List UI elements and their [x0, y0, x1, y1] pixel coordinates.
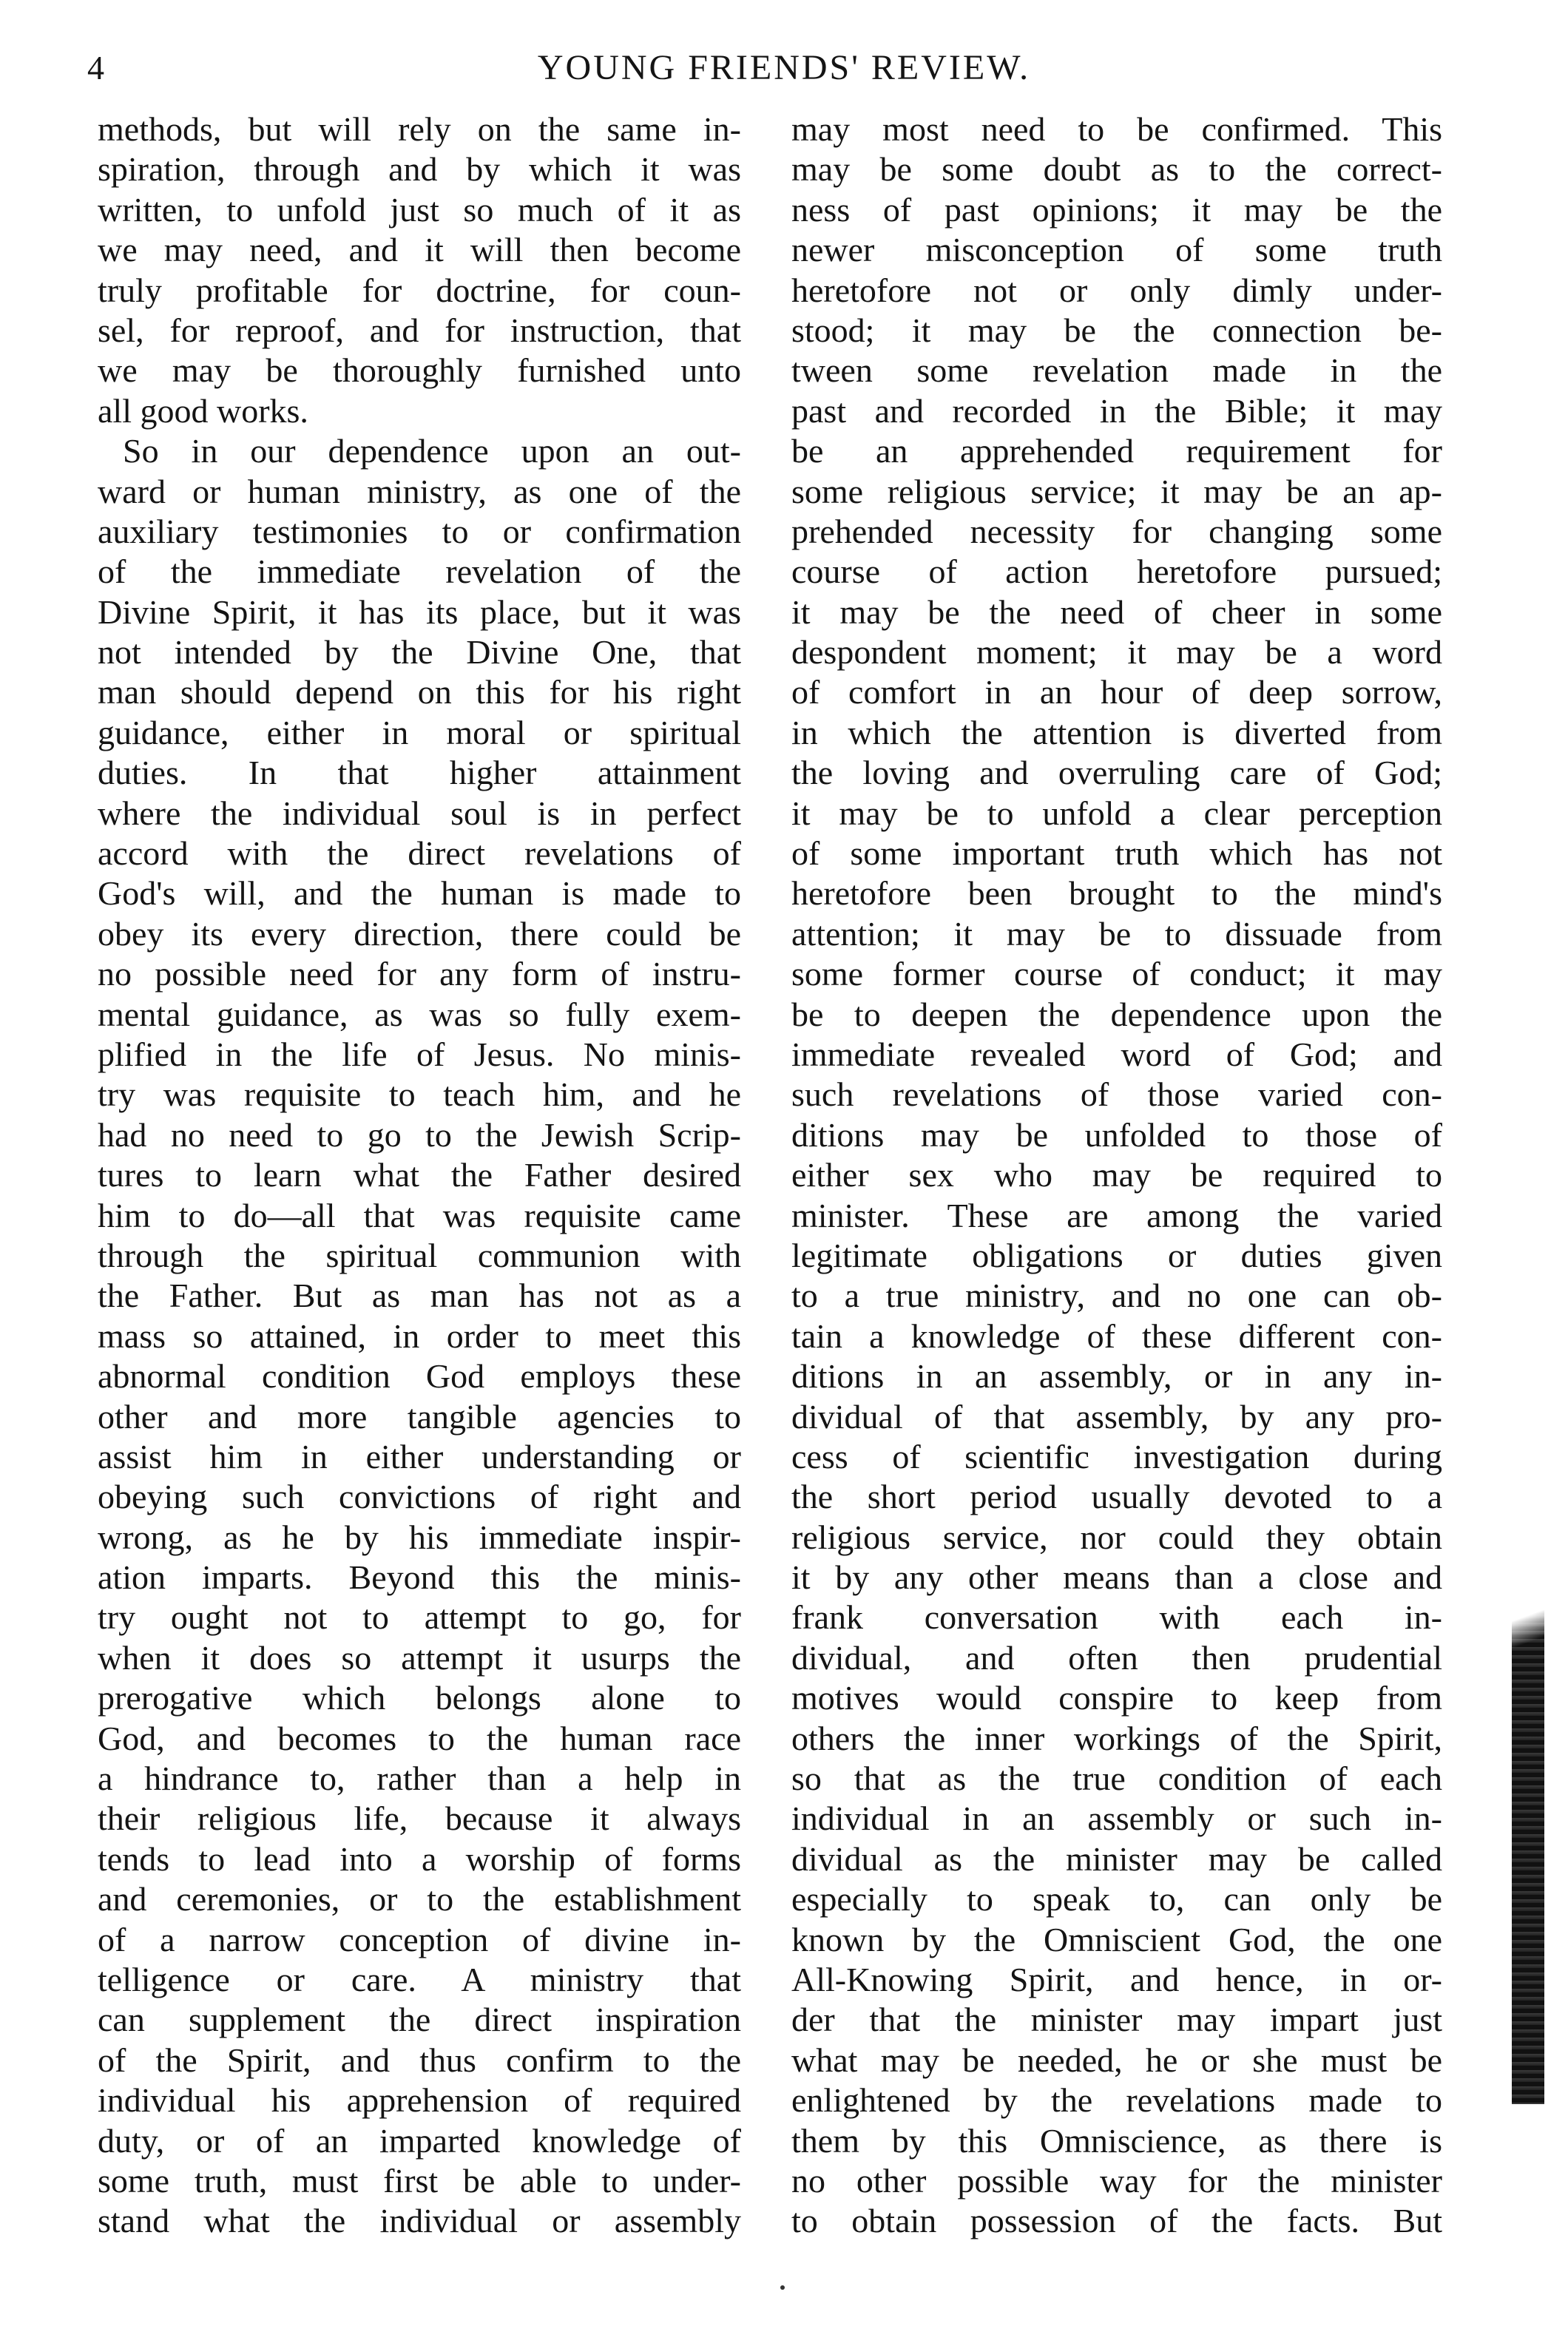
- text-line: known by the Omniscient God, the one: [791, 1920, 1442, 1958]
- page-number: 4: [87, 49, 104, 87]
- text-line: it may be the need of cheer in some: [791, 592, 1442, 631]
- right-text-column: [791, 109, 1442, 2242]
- text-line: religious service, nor could they obtain: [791, 1518, 1442, 1556]
- text-line: legitimate obligations or duties given: [791, 1236, 1442, 1274]
- text-line: some truth, must first be able to under-: [98, 2161, 741, 2200]
- text-line: dividual, and often then prudential: [791, 1638, 1442, 1677]
- text-line: it by any other means than a close and: [791, 1558, 1442, 1597]
- text-line: ness of past opinions; it may be the: [791, 190, 1442, 229]
- text-line: ation imparts. Beyond this the minis-: [98, 1558, 741, 1597]
- text-line: auxiliary testimonies to or confirmation: [98, 512, 741, 550]
- text-line: individual his apprehension of required: [98, 2081, 741, 2120]
- text-line: to obtain possession of the facts. But: [791, 2202, 1442, 2240]
- text-line: may most need to be confirmed. This: [791, 110, 1442, 148]
- text-line: truly profitable for doctrine, for coun-: [98, 271, 741, 309]
- text-line: ditions may be unfolded to those of: [791, 1115, 1442, 1154]
- text-line: wrong, as he by his immediate inspir-: [98, 1518, 741, 1556]
- text-line: be an apprehended requirement for: [791, 432, 1442, 470]
- text-line: them by this Omniscience, as there is: [791, 2121, 1442, 2160]
- text-line: to a true ministry, and no one can ob-: [791, 1277, 1442, 1315]
- text-line: tures to learn what the Father desired: [98, 1156, 741, 1194]
- text-line: him to do—all that was requisite came: [98, 1196, 741, 1234]
- text-line: such revelations of those varied con-: [791, 1075, 1442, 1114]
- text-line: attention; it may be to dissuade from: [791, 914, 1442, 953]
- text-line: heretofore not or only dimly under-: [791, 271, 1442, 309]
- text-line: the loving and overruling care of God;: [791, 754, 1442, 792]
- text-line: methods, but will rely on the same in-: [98, 110, 741, 148]
- text-line: enlightened by the revelations made to: [791, 2081, 1442, 2120]
- text-line: it may be to unfold a clear perception: [791, 794, 1442, 832]
- text-line: not intended by the Divine One, that: [98, 633, 741, 672]
- text-line: tween some revelation made in the: [791, 351, 1442, 390]
- text-line: minister. These are among the varied: [791, 1196, 1442, 1234]
- text-line: telligence or care. A ministry that: [98, 1960, 741, 1998]
- text-line: immediate revealed word of God; and: [791, 1035, 1442, 1073]
- footer-dot: [780, 2285, 785, 2290]
- text-line: prehended necessity for changing some: [791, 512, 1442, 550]
- text-line: assist him in either understanding or: [98, 1437, 741, 1475]
- text-line: mass so attained, in order to meet this: [98, 1316, 741, 1355]
- text-line: through the spiritual communion with: [98, 1236, 741, 1274]
- text-line: we may need, and it will then become: [98, 231, 741, 269]
- text-line: frank conversation with each in-: [791, 1598, 1442, 1637]
- left-text-column: [98, 109, 741, 2242]
- text-line: course of action heretofore pursued;: [791, 552, 1442, 591]
- text-line: dividual as the minister may be called: [791, 1839, 1442, 1878]
- text-line: written, to unfold just so much of it as: [98, 190, 741, 229]
- text-line: either sex who may be required to: [791, 1156, 1442, 1194]
- text-line: stand what the individual or assembly: [98, 2202, 741, 2240]
- text-line: we may be thoroughly furnished unto: [98, 351, 741, 390]
- text-line: so that as the true condition of each: [791, 1759, 1442, 1798]
- text-line: the Father. But as man has not as a: [98, 1277, 741, 1315]
- text-line: motives would conspire to keep from: [791, 1679, 1442, 1717]
- text-line: especially to speak to, can only be: [791, 1880, 1442, 1918]
- text-line: guidance, either in moral or spiritual: [98, 713, 741, 751]
- text-line: prerogative which belongs alone to: [98, 1679, 741, 1717]
- text-line: God, and becomes to the human race: [98, 1719, 741, 1757]
- text-line: spiration, through and by which it was: [98, 150, 741, 189]
- text-line: abnormal condition God employs these: [98, 1357, 741, 1396]
- text-line: in which the attention is diverted from: [791, 713, 1442, 751]
- text-line: All-Knowing Spirit, and hence, in or-: [791, 1960, 1442, 1998]
- text-line: duty, or of an imparted knowledge of: [98, 2121, 741, 2160]
- text-line: of the Spirit, and thus confirm to the: [98, 2041, 741, 2079]
- text-line: stood; it may be the connection be-: [791, 311, 1442, 349]
- text-line: obeying such convictions of right and: [98, 1478, 741, 1516]
- text-line: some religious service; it may be an ap-: [791, 472, 1442, 510]
- text-line: mental guidance, as was so fully exem-: [98, 995, 741, 1033]
- text-line: ward or human ministry, as one of the: [98, 472, 741, 510]
- text-line: obey its every direction, there could be: [98, 914, 741, 953]
- text-line: individual in an assembly or such in-: [791, 1799, 1442, 1838]
- text-line: man should depend on this for his right: [98, 673, 741, 711]
- text-line: try was requisite to teach him, and he: [98, 1075, 741, 1114]
- text-line: tends to lead into a worship of forms: [98, 1839, 741, 1878]
- text-line: duties. In that higher attainment: [98, 754, 741, 792]
- text-line: others the inner workings of the Spirit,: [791, 1719, 1442, 1757]
- text-line: what may be needed, he or she must be: [791, 2041, 1442, 2079]
- text-line: no other possible way for the minister: [791, 2161, 1442, 2200]
- text-line: be to deepen the dependence upon the: [791, 995, 1442, 1033]
- text-line: newer misconception of some truth: [791, 231, 1442, 269]
- running-head: YOUNG FRIENDS' REVIEW.: [537, 48, 1031, 87]
- text-line: despondent moment; it may be a word: [791, 633, 1442, 672]
- text-line: accord with the direct revelations of: [98, 834, 741, 873]
- text-line: cess of scientific investigation during: [791, 1437, 1442, 1475]
- text-line: try ought not to attempt to go, for: [98, 1598, 741, 1637]
- text-line: sel, for reproof, and for instruction, that: [98, 311, 741, 349]
- text-line: other and more tangible agencies to: [98, 1397, 741, 1436]
- text-line: of a narrow conception of divine in-: [98, 1920, 741, 1958]
- text-line: der that the minister may impart just: [791, 2001, 1442, 2039]
- text-line: all good works.: [98, 391, 308, 430]
- text-line: and ceremonies, or to the establishment: [98, 1880, 741, 1918]
- text-line: no possible need for any form of instru-: [98, 955, 741, 993]
- text-line: had no need to go to the Jewish Scrip-: [98, 1115, 741, 1154]
- text-line: some former course of conduct; it may: [791, 955, 1442, 993]
- text-line: can supplement the direct inspiration: [98, 2001, 741, 2039]
- text-line: dividual of that assembly, by any pro-: [791, 1397, 1442, 1436]
- text-line: ditions in an assembly, or in any in-: [791, 1357, 1442, 1396]
- text-line: plified in the life of Jesus. No minis-: [98, 1035, 741, 1073]
- text-line: their religious life, because it always: [98, 1799, 741, 1838]
- text-line: a hindrance to, rather than a help in: [98, 1759, 741, 1798]
- text-line: where the individual soul is in perfect: [98, 794, 741, 832]
- text-line: tain a knowledge of these different con-: [791, 1316, 1442, 1355]
- text-line: Divine Spirit, it has its place, but it was: [98, 592, 741, 631]
- text-line: of comfort in an hour of deep sorrow,: [791, 673, 1442, 711]
- text-line: So in our dependence upon an out-: [123, 432, 741, 470]
- text-line: past and recorded in the Bible; it may: [791, 391, 1442, 430]
- text-line: of the immediate revelation of the: [98, 552, 741, 591]
- text-line: of some important truth which has not: [791, 834, 1442, 873]
- margin-scan-mark: [1512, 1594, 1544, 2104]
- text-line: may be some doubt as to the correct-: [791, 150, 1442, 189]
- text-line: heretofore been brought to the mind's: [791, 874, 1442, 913]
- text-line: when it does so attempt it usurps the: [98, 1638, 741, 1677]
- text-line: the short period usually devoted to a: [791, 1478, 1442, 1516]
- text-line: God's will, and the human is made to: [98, 874, 741, 913]
